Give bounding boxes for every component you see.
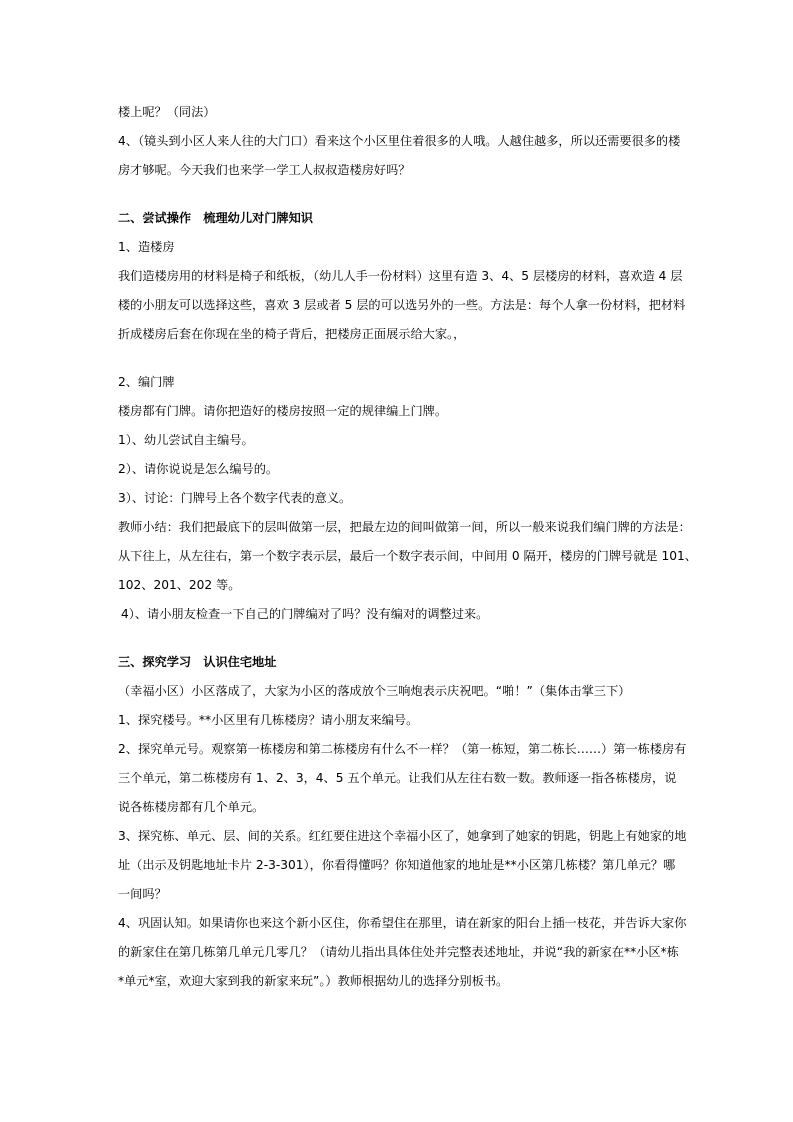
subsection-title: 1、造楼房 <box>118 240 175 254</box>
paragraph-line: 4、巩固认知。如果请你也来这个新小区住，你希望住在那里，请在新家的阳台上插一枝花，并告诉大家你 <box>118 916 687 930</box>
paragraph-line: 折成楼房后套在你现在坐的椅子背后，把楼房正面展示给大家。， <box>118 327 466 341</box>
list-item: 4）、请小朋友检查一下自己的门牌编对了吗？没有编对的调整过来。 <box>121 607 489 621</box>
paragraph-line: 的新家住在第几栋第几单元几零几？（请幼儿指出具体住处并完整表述地址，并说“我的新家在**小区*栋 <box>118 945 679 959</box>
paragraph-line: 楼上呢？（同法） <box>118 105 216 119</box>
section-heading-3: 三、探究学习 认识住宅地址 <box>118 655 277 669</box>
section-heading-2: 二、尝试操作 梳理幼儿对门牌知识 <box>118 211 313 225</box>
paragraph-line: 楼的小朋友可以选择这些，喜欢 3 层或者 5 层的可以选另外的一些。方法是：每个人拿一份材料，把材料 <box>118 298 686 312</box>
paragraph-line: （幸福小区）小区落成了，大家为小区的落成放个三响炮表示庆祝吧。“啪！”（集体击掌三下） <box>118 684 631 698</box>
paragraph-line: 楼房都有门牌。请你把造好的楼房按照一定的规律编上门牌。 <box>118 404 448 418</box>
paragraph-line: 2、探究单元号。观察第一栋楼房和第二栋楼房有什么不一样？（第一栋短，第二栋长……）第一栋楼房有 <box>118 742 687 756</box>
paragraph-line: 3、探究栋、单元、层、间的关系。红红要住进这个幸福小区了，她拿到了她家的钥匙，钥匙上有她家的地 <box>118 829 687 843</box>
list-item: 3）、讨论：门牌号上各个数字代表的意义。 <box>118 491 352 505</box>
paragraph-line: *单元*室，欢迎大家到我的新家来玩”。）教师根据幼儿的选择分别板书。 <box>118 974 509 988</box>
paragraph-line: 说各栋楼房都有几个单元。 <box>118 800 265 814</box>
paragraph-line: 一间吗？ <box>118 887 167 901</box>
list-item: 1）、幼儿尝试自主编号。 <box>118 433 254 447</box>
paragraph-line: 址（出示及钥匙地址卡片 2-3-301），你看得懂吗？你知道他家的地址是**小区第几栋楼？第几单元？哪 <box>118 858 676 872</box>
paragraph-line: 102、201、202 等。 <box>118 578 241 592</box>
paragraph-line: 从下往上，从左往右，第一个数字表示层，最后一个数字表示间，中间用 0 隔开，楼房的门牌号就是 101、 <box>118 549 697 563</box>
list-item: 1、探究楼号。**小区里有几栋楼房？请小朋友来编号。 <box>118 713 419 727</box>
paragraph-line: 我们造楼房用的材料是椅子和纸板，（幼儿人手一份材料）这里有造 3、4、5 层楼房的材料，喜欢造 4 层 <box>118 269 683 283</box>
paragraph-line: 三个单元，第二栋楼房有 1、2、3，4、5 五个单元。让我们从左往右数一数。教师逐一指各栋楼房，说 <box>118 771 677 785</box>
paragraph-line: 房才够呢。今天我们也来学一学工人叔叔造楼房好吗？ <box>118 163 411 177</box>
list-item: 2）、请你说说是怎么编号的。 <box>118 462 279 476</box>
subsection-title: 2、编门牌 <box>118 375 175 389</box>
paragraph-line: 4、（镜头到小区人来人往的大门口）看来这个小区里住着很多的人哦。人越住越多，所以还需要很多的楼 <box>118 134 681 148</box>
paragraph-line: 教师小结：我们把最底下的层叫做第一层，把最左边的间叫做第一间，所以一般来说我们编门牌的方法是： <box>118 520 691 534</box>
